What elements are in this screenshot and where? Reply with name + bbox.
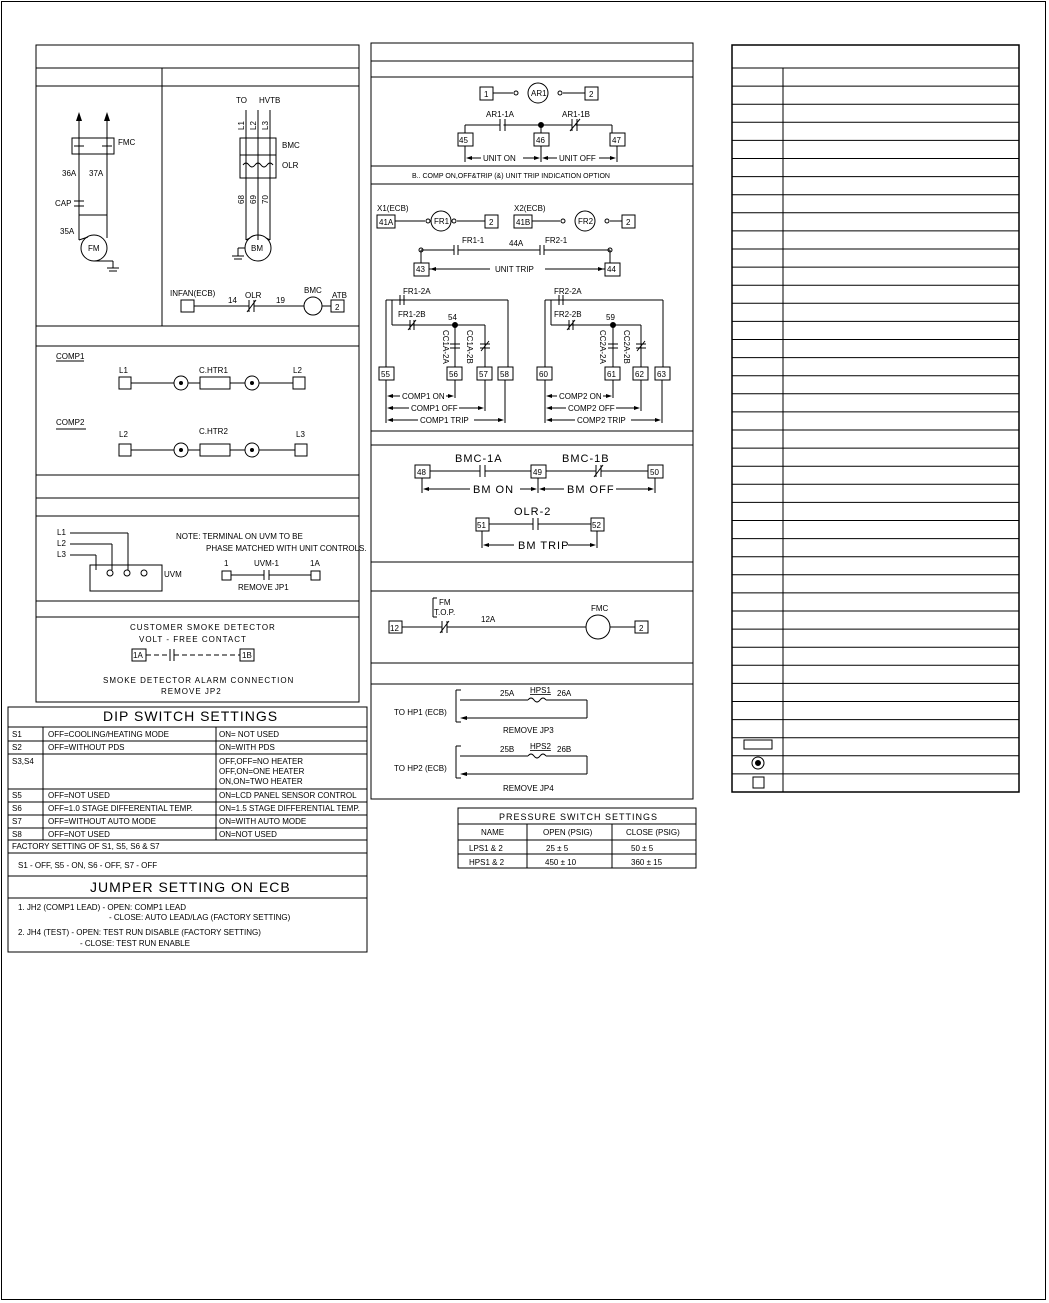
l2-label: L2 [249, 121, 258, 130]
dip-s5-on: ON=LCD PANEL SENSOR CONTROL [219, 791, 357, 800]
ar1-terminal-1: 1 [484, 90, 489, 99]
dip-s5: S5 [12, 791, 22, 800]
comp1-off-label: COMP1 OFF [411, 404, 458, 413]
dip-s34-on-2: OFF,ON=ONE HEATER [219, 767, 305, 776]
dip-s34-on-3: ON,ON=TWO HEATER [219, 777, 303, 786]
uvm-terminal-1a: 1A [310, 559, 320, 568]
fm-top-circuit [389, 598, 648, 639]
olr-label: OLR [282, 161, 299, 170]
fr2-1-label: FR2-1 [545, 236, 568, 245]
terminal-block-symbol [744, 740, 772, 749]
comp1-l2-label: L2 [293, 366, 302, 375]
fmc-label: FMC [118, 138, 136, 147]
terminal-58: 58 [500, 370, 509, 379]
dip-s6-on: ON=1.5 STAGE DIFFERENTIAL TEMP. [219, 804, 360, 813]
uvm-l3-label: L3 [57, 550, 66, 559]
dip-s2-on: ON=WITH PDS [219, 743, 275, 752]
jumper-line-4: - CLOSE: TEST RUN ENABLE [80, 939, 190, 948]
terminal-57: 57 [479, 370, 488, 379]
dip-s7-off: OFF=WITHOUT AUTO MODE [48, 817, 156, 826]
pressure-row2-open: 450 ± 10 [545, 858, 577, 867]
ar1-coil-label: AR1 [531, 89, 547, 98]
terminal-56: 56 [449, 370, 458, 379]
smoke-detector-circuit [132, 649, 254, 661]
cc2a-2b-label: CC2A-2B [622, 330, 631, 364]
terminal-41b: 41B [516, 218, 531, 227]
dip-s1-on: ON= NOT USED [219, 730, 280, 739]
pressure-header-name: NAME [481, 828, 505, 837]
pressure-row1-close: 50 ± 5 [631, 844, 654, 853]
to-label: TO [236, 96, 247, 105]
bm-motor-label: BM [251, 244, 263, 253]
pressure-row2-name: HPS1 & 2 [469, 858, 505, 867]
terminal-48: 48 [417, 468, 426, 477]
wire-44a-label: 44A [509, 239, 524, 248]
x2-ecb-label: X2(ECB) [514, 204, 546, 213]
terminal-60: 60 [539, 370, 548, 379]
smoke-line-2: VOLT - FREE CONTACT [139, 635, 247, 644]
fr2-2b-label: FR2-2B [554, 310, 582, 319]
terminal-12: 12 [390, 624, 399, 633]
fr2-terminal-2: 2 [626, 218, 631, 227]
wire-25b-label: 25B [500, 745, 515, 754]
terminal-52: 52 [592, 521, 601, 530]
dip-s8-off: OFF=NOT USED [48, 830, 110, 839]
fm-top-fm-label: FM [439, 598, 451, 607]
pressure-header-close: CLOSE (PSIG) [626, 828, 680, 837]
terminal-43: 43 [416, 265, 425, 274]
cc2a-2a-label: CC2A-2A [598, 330, 607, 364]
bmc-1b-label: BMC-1B [562, 453, 610, 465]
to-hp1-label: TO HP1 (ECB) [394, 708, 447, 717]
wire-25a-label: 25A [500, 689, 515, 698]
smoke-line-4: REMOVE JP2 [161, 687, 222, 696]
comp1-label: COMP1 [56, 352, 85, 361]
bmc-label: BMC [282, 141, 300, 150]
wire-54-label: 54 [448, 313, 457, 322]
terminal-63: 63 [657, 370, 666, 379]
smoke-terminal-1b: 1B [242, 651, 252, 660]
blower-motor-circuit [232, 110, 276, 261]
infan-bmc-label: BMC [304, 286, 322, 295]
bm-on-label: BM ON [473, 484, 515, 496]
uvm-terminal-1: 1 [224, 559, 229, 568]
bm-off-label: BM OFF [567, 484, 615, 496]
hps1-label: HPS1 [530, 686, 551, 695]
l1-label: L1 [237, 121, 246, 130]
jumper-line-3: 2. JH4 (TEST) - OPEN: TEST RUN DISABLE (FACTORY SETTING) [18, 928, 261, 937]
dip-s6: S6 [12, 804, 22, 813]
olr-2-label: OLR-2 [514, 506, 552, 518]
bmc-1a-label: BMC-1A [455, 453, 503, 465]
comp2-off-label: COMP2 OFF [568, 404, 615, 413]
unit-on-label: UNIT ON [483, 154, 516, 163]
comp2-on-label: COMP2 ON [559, 392, 602, 401]
fr2-2a-label: FR2-2A [554, 287, 582, 296]
wire-26b-label: 26B [557, 745, 572, 754]
pressure-row1-open: 25 ± 5 [546, 844, 569, 853]
left-panel [36, 45, 359, 702]
wire-69-label: 69 [249, 195, 258, 204]
ar1-1b-label: AR1-1B [562, 110, 591, 119]
comp2-l2-label: L2 [119, 430, 128, 439]
wire-70-label: 70 [261, 195, 270, 204]
smoke-line-3: SMOKE DETECTOR ALARM CONNECTION [103, 676, 295, 685]
terminal-61: 61 [607, 370, 616, 379]
remove-jp3-label: REMOVE JP3 [503, 726, 554, 735]
l3-label: L3 [261, 121, 270, 130]
dip-s1-off: OFF=COOLING/HEATING MODE [48, 730, 169, 739]
wire-12a-label: 12A [481, 615, 496, 624]
cc1a-2a-label: CC1A-2A [441, 330, 450, 364]
jumper-line-2: - CLOSE: AUTO LEAD/LAG (FACTORY SETTING) [109, 913, 291, 922]
jumper-line-1: 1. JH2 (COMP1 LEAD) - OPEN: COMP1 LEAD [18, 903, 187, 912]
fr1-terminal-2: 2 [489, 218, 494, 227]
factory-setting-title: FACTORY SETTING OF S1, S5, S6 & S7 [12, 842, 160, 851]
wire-37a-label: 37A [89, 169, 104, 178]
comp1-on-label: COMP1 ON [402, 392, 445, 401]
atb-label: ATB [332, 291, 347, 300]
cap-label: CAP [55, 199, 72, 208]
jumper-title: JUMPER SETTING ON ECB [90, 879, 291, 895]
uvm-1-label: UVM-1 [254, 559, 279, 568]
terminal-62: 62 [635, 370, 644, 379]
smoke-terminal-1a: 1A [133, 651, 143, 660]
dip-s2: S2 [12, 743, 22, 752]
comp2-l3-label: L3 [296, 430, 305, 439]
uvm-label: UVM [164, 570, 182, 579]
wire-19-label: 19 [276, 296, 285, 305]
wire-26a-label: 26A [557, 689, 572, 698]
comp2-trip-label: COMP2 TRIP [577, 416, 626, 425]
terminal-44: 44 [607, 265, 616, 274]
ar1-terminal-2: 2 [589, 90, 594, 99]
fm-motor-label: FM [88, 244, 100, 253]
pressure-row2-close: 360 ± 15 [631, 858, 663, 867]
hps2-label: HPS2 [530, 742, 551, 751]
pressure-table-title: PRESSURE SWITCH SETTINGS [499, 812, 659, 822]
dip-switch-title: DIP SWITCH SETTINGS [103, 708, 279, 724]
bm-trip-label: BM TRIP [518, 540, 570, 552]
dip-s34: S3,S4 [12, 757, 34, 766]
wire-68-label: 68 [237, 195, 246, 204]
cc1a-2b-label: CC1A-2B [465, 330, 474, 364]
comp2-label: COMP2 [56, 418, 85, 427]
ar1-1a-label: AR1-1A [486, 110, 515, 119]
dip-s7: S7 [12, 817, 22, 826]
remove-jp4-label: REMOVE JP4 [503, 784, 554, 793]
remove-jp1-label: REMOVE JP1 [238, 583, 289, 592]
fr1-1-label: FR1-1 [462, 236, 485, 245]
atb-terminal-2: 2 [335, 303, 340, 312]
dip-s8-on: ON=NOT USED [219, 830, 277, 839]
comp1-trip-label: COMP1 TRIP [420, 416, 469, 425]
legend-table [732, 45, 1019, 792]
hvtb-label: HVTB [259, 96, 281, 105]
htr1-label: C.HTR1 [199, 366, 228, 375]
dip-s2-off: OFF=WITHOUT PDS [48, 743, 125, 752]
terminal-46: 46 [536, 136, 545, 145]
fr1-2a-label: FR1-2A [403, 287, 431, 296]
wire-59-label: 59 [606, 313, 615, 322]
uvm-l2-label: L2 [57, 539, 66, 548]
dip-s7-on: ON=WITH AUTO MODE [219, 817, 307, 826]
pressure-header-open: OPEN (PSIG) [543, 828, 593, 837]
legend-symbols [744, 740, 772, 788]
terminal-square-symbol [753, 777, 764, 788]
dip-s6-off: OFF=1.0 STAGE DIFFERENTIAL TEMP. [48, 804, 193, 813]
terminal-41a: 41A [379, 218, 394, 227]
fmc-terminal-2: 2 [639, 624, 644, 633]
crankcase-heater-circuits [56, 361, 307, 457]
top-label: T.O.P. [434, 608, 456, 617]
htr2-label: C.HTR2 [199, 427, 228, 436]
uvm-l1-label: L1 [57, 528, 66, 537]
terminal-45: 45 [459, 136, 468, 145]
fr1-coil-label: FR1 [434, 217, 450, 226]
trip-indication-title: B.. COMP ON,OFF&TRIP (&) UNIT TRIP INDICATION OPTION [412, 173, 610, 180]
infan-ecb-label: INFAN(ECB) [170, 289, 216, 298]
dip-s5-off: OFF=NOT USED [48, 791, 110, 800]
smoke-line-1: CUSTOMER SMOKE DETECTOR [130, 623, 276, 632]
x1-ecb-label: X1(ECB) [377, 204, 409, 213]
dip-s1: S1 [12, 730, 22, 739]
infan-circuit [181, 297, 344, 315]
fr1-2b-label: FR1-2B [398, 310, 426, 319]
fmc-coil-label: FMC [591, 604, 609, 613]
unit-off-label: UNIT OFF [559, 154, 596, 163]
uvm-note-2: PHASE MATCHED WITH UNIT CONTROLS. [206, 544, 367, 553]
terminal-51: 51 [477, 521, 486, 530]
to-hp2-label: TO HP2 (ECB) [394, 764, 447, 773]
wire-36a-label: 36A [62, 169, 77, 178]
factory-setting-value: S1 - OFF, S5 - ON, S6 - OFF, S7 - OFF [18, 861, 158, 870]
terminal-50: 50 [650, 468, 659, 477]
unit-trip-label: UNIT TRIP [495, 265, 534, 274]
pressure-row1-name: LPS1 & 2 [469, 844, 503, 853]
comp1-l1-label: L1 [119, 366, 128, 375]
wire-14-label: 14 [228, 296, 237, 305]
infan-olr-label: OLR [245, 291, 262, 300]
terminal-55: 55 [381, 370, 390, 379]
uvm-note-1: NOTE: TERMINAL ON UVM TO BE [176, 532, 303, 541]
dip-s8: S8 [12, 830, 22, 839]
wire-35a-label: 35A [60, 227, 75, 236]
fr2-coil-label: FR2 [578, 217, 594, 226]
terminal-47: 47 [612, 136, 621, 145]
terminal-49: 49 [533, 468, 542, 477]
dip-s34-on-1: OFF,OFF=NO HEATER [219, 757, 304, 766]
